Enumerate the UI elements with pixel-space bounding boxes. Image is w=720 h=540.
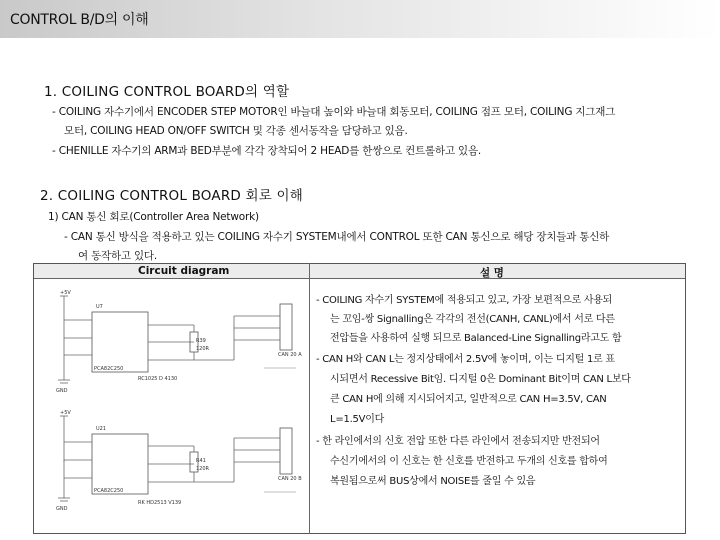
gnd-label: GND: [56, 388, 68, 394]
section1-heading: 1. COILING CONTROL BOARD의 역할: [44, 84, 290, 100]
desc-line: - CAN H와 CAN L는 정지상태에서 2.5V에 놓이며, 이는 디지털 1로 표: [316, 354, 615, 365]
vcc-label: +5V: [60, 290, 71, 296]
section2-heading: 2. COILING CONTROL BOARD 회로 이해: [40, 188, 303, 204]
title-bar: [0, 0, 720, 38]
can-connector: [280, 428, 292, 474]
description-header: 설 명: [480, 267, 504, 279]
circuit-bottom: [56, 410, 302, 512]
section1-line-1: - COILING 자수기에서 ENCODER STEP MOTOR인 바늘대 높이와 바늘대 회동모터, COILING 점프 모터, COILING 지그재그: [52, 106, 616, 118]
desc-line: - 한 라인에서의 신호 전압 또한 다른 라인에서 전송되지만 반전되어: [316, 436, 600, 447]
connector-label: CAN 20 B: [278, 476, 302, 482]
desc-line: 시되면서 Recessive Bit임. 디지털 0은 Dominant Bit이며 CAN L보다: [330, 374, 631, 385]
can-transceiver-chip: [92, 312, 148, 372]
section2-subheading: 1) CAN 통신 회로(Controller Area Network): [48, 211, 259, 223]
chip-part-label: PCA82C250: [94, 366, 124, 372]
can-connector: [280, 304, 292, 350]
gnd-label: GND: [56, 506, 68, 512]
chip-ref-label: U7: [96, 304, 103, 310]
table-column-divider: [309, 263, 310, 534]
section2-line-1: - CAN 통신 방식을 적용하고 있는 COILING 자수기 SYSTEM내에서 CONTROL 또한 CAN 통신으로 해당 장치들과 통신하: [64, 231, 610, 243]
desc-line: - COILING 자수기 SYSTEM에 적용되고 있고, 가장 보편적으로 사용되: [316, 295, 613, 306]
desc-line: L=1.5V이다: [330, 414, 385, 425]
section1-line-3: - CHENILLE 자수기의 ARM과 BED부분에 각각 장착되어 2 HEAD를 한쌍으로 컨트롤하고 있음.: [52, 145, 482, 157]
resistor-label: R39: [196, 338, 206, 344]
resistor-value-label: 120R: [196, 466, 210, 472]
resistor-label: R41: [196, 458, 206, 464]
circuit-top: [56, 290, 302, 394]
desc-line: 복원됨으로써 BUS상에서 NOISE를 줄일 수 있음: [330, 476, 536, 487]
desc-line: 는 꼬임-쌍 Signalling은 각각의 전선(CANH, CANL)에서 서로 다른: [330, 314, 615, 325]
page-title: CONTROL B/D의 이해: [10, 12, 149, 28]
circuit-diagram-header: Circuit diagram: [138, 265, 230, 277]
connector-label: CAN 20 A: [278, 352, 302, 358]
chip-ref-label: U21: [96, 426, 107, 432]
can-transceiver-chip: [92, 434, 148, 494]
can-circuit-diagram: [34, 280, 308, 532]
section2-line-2: 여 동작하고 있다.: [78, 250, 158, 262]
section1-line-2: 모터, COILING HEAD ON/OFF SWITCH 및 각종 센서동작을 담당하고 있음.: [64, 125, 408, 137]
vcc-label: +5V: [60, 410, 71, 416]
desc-line: 큰 CAN H에 의해 지시되어지고, 일반적으로 CAN H=3.5V, CAN: [330, 394, 607, 405]
desc-line: 전압들을 사용하여 실행 되므로 Balanced-Line Signalling라고도 함: [330, 333, 622, 344]
desc-line: 수신기에서의 이 신호는 한 신호를 반전하고 두개의 신호를 합하여: [330, 456, 608, 467]
part-number-label: RK HD2513 V139: [138, 500, 182, 506]
part-number-label: RC1025 D 4130: [138, 376, 178, 382]
resistor-value-label: 120R: [196, 346, 210, 352]
chip-part-label: PCA82C250: [94, 488, 124, 494]
